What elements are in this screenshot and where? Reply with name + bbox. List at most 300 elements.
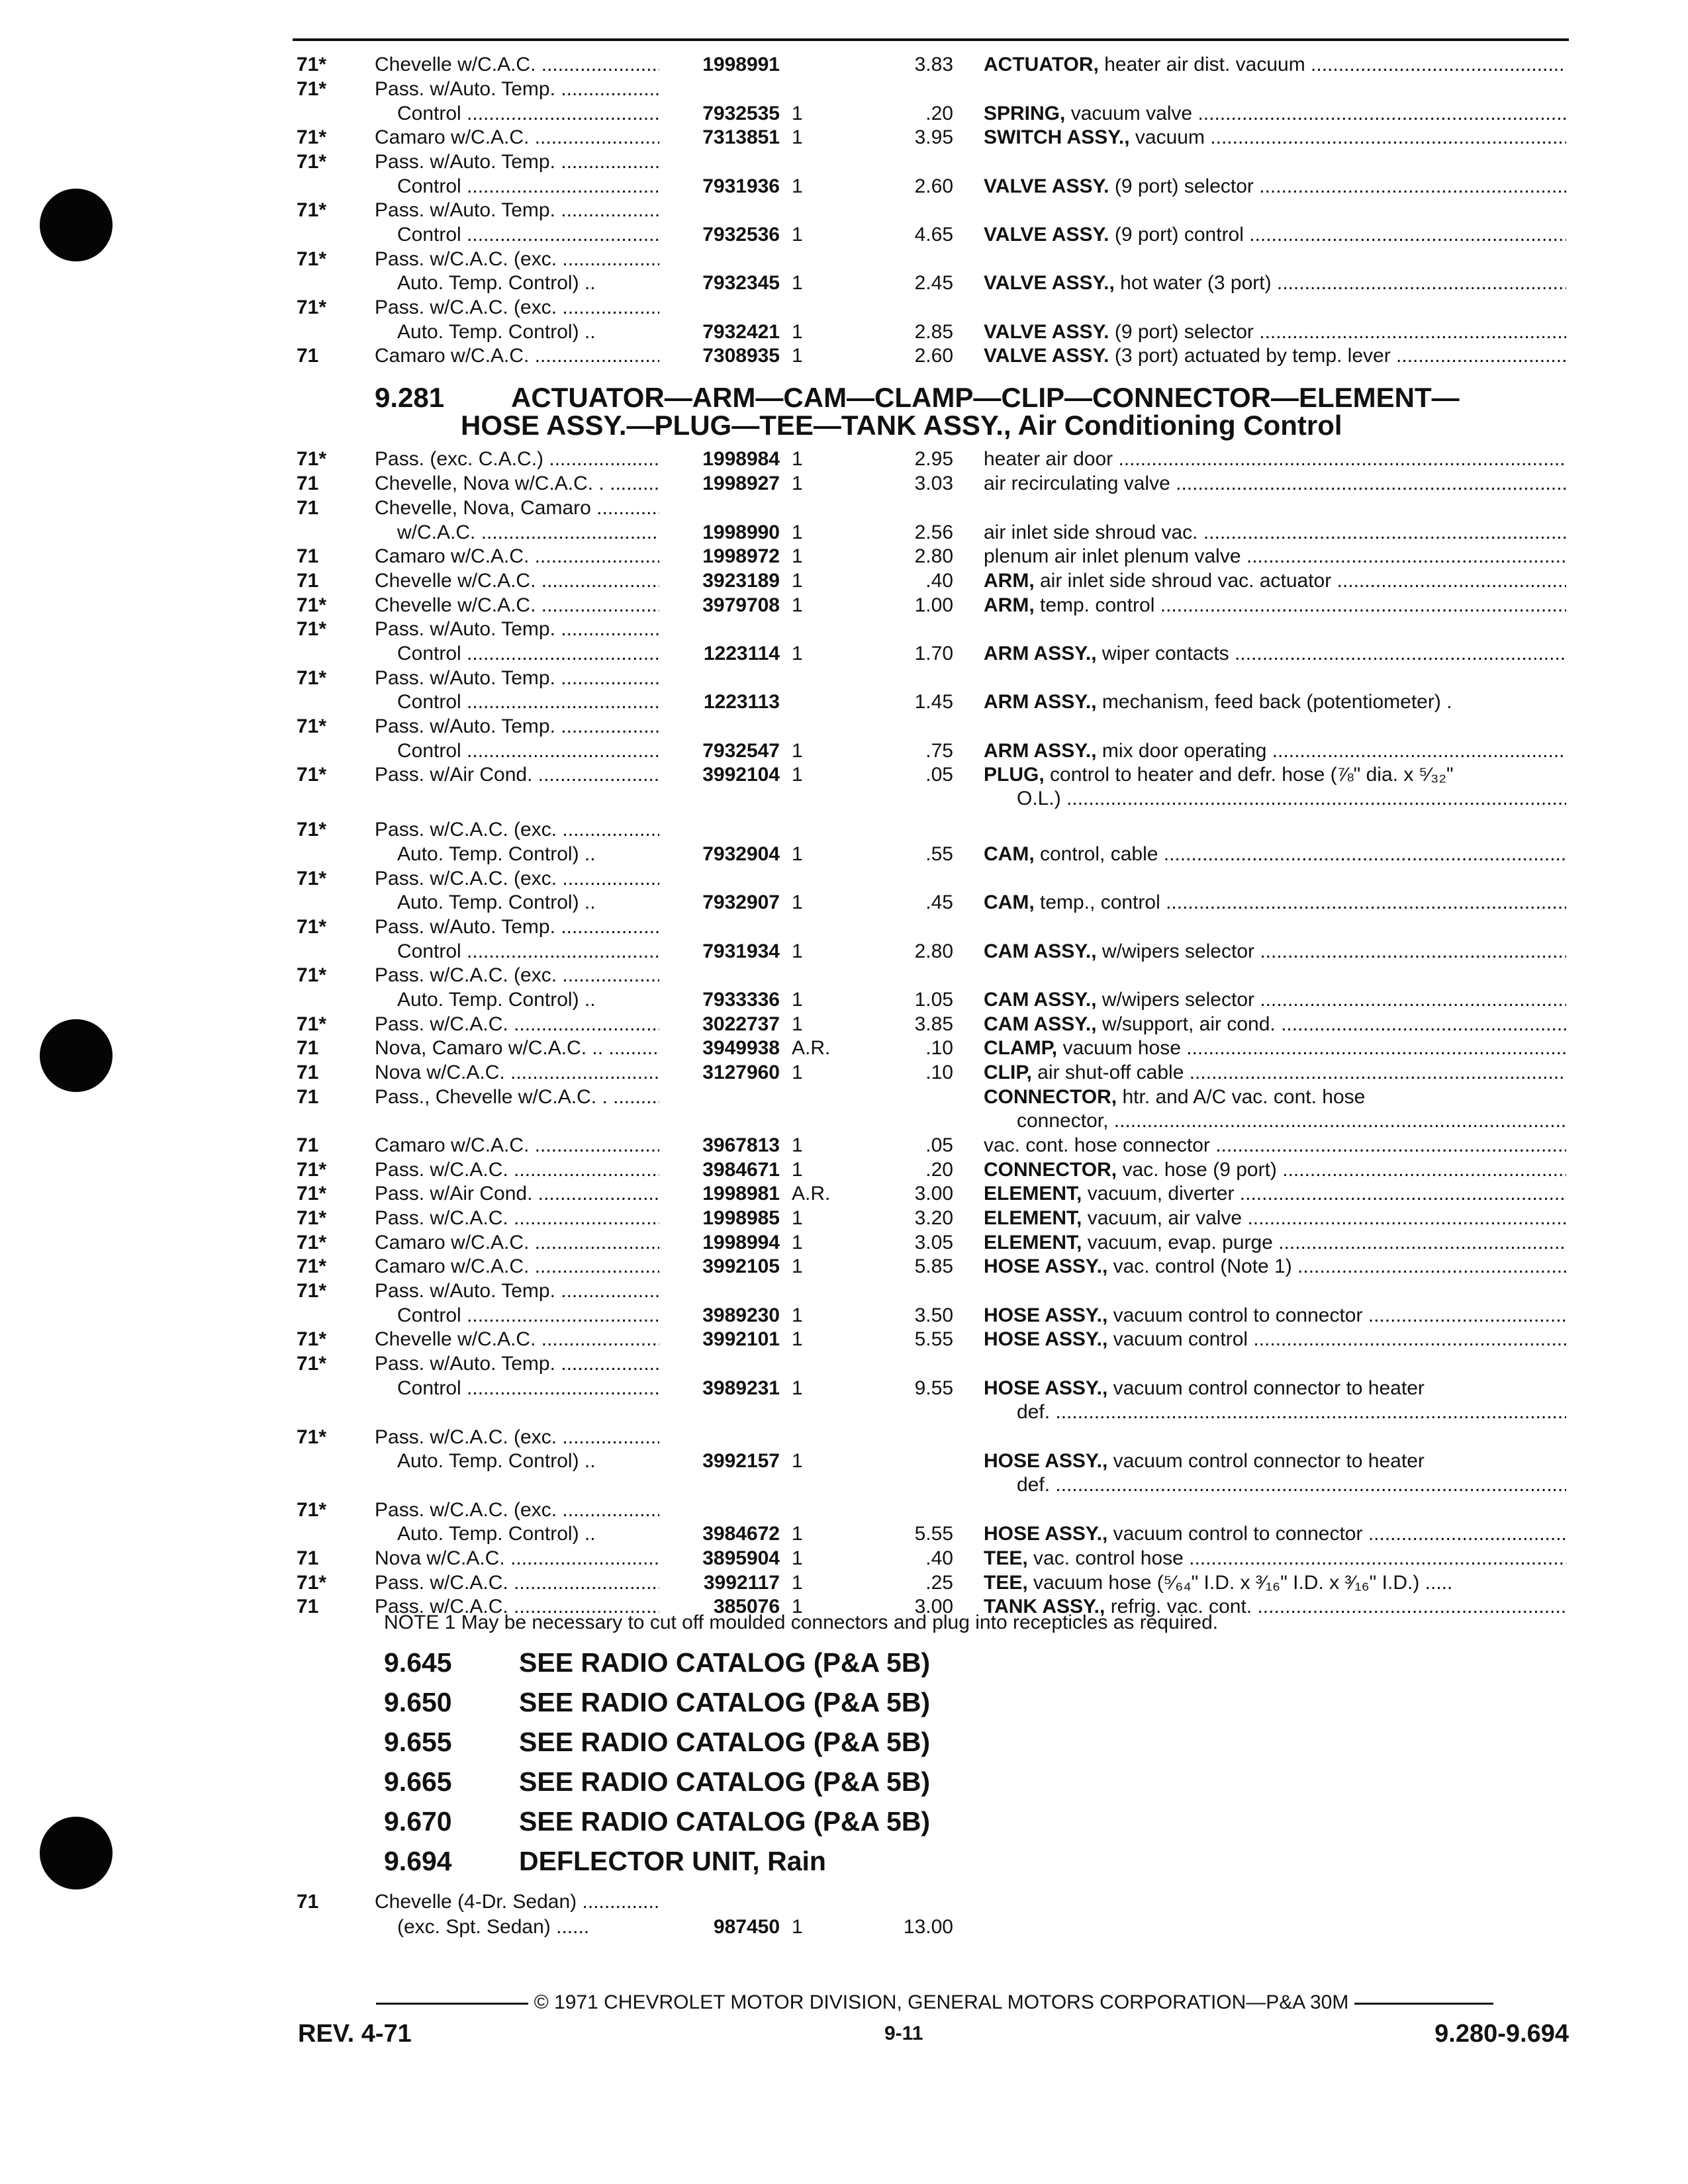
- group-title: SEE RADIO CATALOG (P&A 5B): [519, 1806, 931, 1837]
- model-year: 71: [297, 1037, 319, 1059]
- part-description-cont: O.L.) .....: [1017, 786, 1566, 812]
- part-description: [984, 446, 1566, 473]
- part-number: 3992157: [702, 1450, 780, 1472]
- application: Pass. w/C.A.C. .....: [375, 1205, 659, 1232]
- part-detail: temp. control: [1034, 594, 1155, 616]
- application: Chevelle, Nova w/C.A.C. . .....: [375, 471, 659, 497]
- part-number: 7931934: [702, 940, 780, 962]
- part-number: 3984671: [702, 1159, 780, 1181]
- part-number: 3022737: [702, 1013, 780, 1035]
- part-name: SPRING,: [984, 103, 1066, 124]
- list-price: 3.83: [914, 54, 953, 75]
- list-price: 2.45: [914, 272, 953, 294]
- list-price: 9.55: [914, 1377, 953, 1399]
- part-description: [984, 1302, 1566, 1329]
- quantity: 1: [792, 891, 803, 913]
- part-number: 3979708: [702, 594, 780, 616]
- part-row: [0, 689, 1688, 715]
- application: Camaro w/C.A.C. .....: [375, 543, 659, 570]
- application-cont: Control .....: [397, 938, 659, 965]
- application: Pass. w/C.A.C. (exc. .....: [375, 817, 659, 843]
- part-name: CONNECTOR,: [984, 1159, 1117, 1181]
- part-name: SWITCH ASSY.,: [984, 126, 1130, 148]
- quantity: 1: [792, 1916, 803, 1938]
- quantity: A.R.: [792, 1183, 831, 1205]
- footer-copyright: [298, 1989, 1571, 2016]
- part-row: [0, 962, 1688, 989]
- application: Chevelle w/C.A.C. .....: [375, 1326, 659, 1353]
- list-price: .20: [925, 1159, 953, 1181]
- list-price: 1.70: [914, 643, 953, 664]
- part-detail: vacuum hose (⁵⁄₆₄" I.D. x ³⁄₁₆" I.D. x ³⁄₁₆" I.D.) .....: [1027, 1572, 1453, 1594]
- model-year: 71*: [297, 667, 327, 689]
- list-price: 2.60: [914, 175, 953, 197]
- quantity: 1: [792, 940, 803, 962]
- part-name: HOSE ASSY.,: [984, 1377, 1108, 1399]
- part-row: [0, 1157, 1688, 1183]
- part-name: TEE,: [984, 1547, 1028, 1569]
- application: Chevelle, Nova, Camaro .....: [375, 495, 659, 522]
- model-year: 71*: [297, 296, 327, 318]
- part-name: CAM ASSY.,: [984, 1013, 1097, 1035]
- part-row: [0, 1399, 1688, 1426]
- model-year: 71: [297, 1086, 319, 1108]
- footer-copyright-text: © 1971 CHEVROLET MOTOR DIVISION, GENERAL MOTORS CORPORATION—P&A 30M: [534, 1991, 1349, 2013]
- footer-rule-right: [1354, 2003, 1493, 2005]
- part-detail: mechanism, feed back (potentiometer) .: [1096, 691, 1452, 713]
- part-detail: vacuum control: [1107, 1328, 1248, 1350]
- model-year: 71*: [297, 594, 327, 616]
- application: Chevelle w/C.A.C. .....: [375, 592, 659, 619]
- part-row: [0, 889, 1688, 916]
- part-row: [0, 76, 1688, 103]
- model-year: 71: [297, 497, 319, 519]
- model-year: 71*: [297, 964, 327, 986]
- part-description: [984, 1011, 1566, 1038]
- part-row: [0, 1497, 1688, 1524]
- part-number: 1998984: [702, 448, 780, 470]
- part-detail: air inlet side shroud vac. actuator: [1034, 570, 1332, 592]
- model-year: 71*: [297, 1499, 327, 1521]
- list-price: .75: [925, 740, 953, 762]
- part-name: VALVE ASSY.: [984, 345, 1109, 367]
- part-name: ELEMENT,: [984, 1232, 1082, 1253]
- group-number: 9.694: [384, 1846, 452, 1876]
- list-price: 5.55: [914, 1523, 953, 1545]
- list-price: 2.95: [914, 448, 953, 470]
- part-number: 7308935: [702, 345, 780, 367]
- part-row: [0, 1205, 1688, 1232]
- application: Pass. w/C.A.C. (exc. .....: [375, 295, 659, 321]
- part-description: [984, 1521, 1566, 1547]
- quantity: 1: [792, 843, 803, 865]
- part-detail: vacuum control to connector: [1107, 1304, 1363, 1326]
- model-year: 71*: [297, 1280, 327, 1302]
- part-row: [0, 568, 1688, 594]
- part-detail: (9 port) selector: [1109, 175, 1254, 197]
- model-year: 71*: [297, 1353, 327, 1375]
- part-number: 7933336: [702, 989, 780, 1011]
- part-row: [0, 1084, 1688, 1111]
- quantity: 1: [792, 448, 803, 470]
- part-description: [984, 592, 1566, 619]
- part-name: VALVE ASSY.: [984, 224, 1109, 246]
- part-description: [984, 1035, 1566, 1062]
- part-number: 3992117: [703, 1572, 780, 1594]
- part-row: [0, 866, 1688, 892]
- application: Pass. w/C.A.C. (exc. .....: [375, 1497, 659, 1524]
- part-name: ACTUATOR,: [984, 54, 1099, 75]
- quantity: 1: [792, 1328, 803, 1350]
- model-year: 71*: [297, 868, 327, 889]
- list-price: 3.03: [914, 473, 953, 494]
- part-number: 7931936: [702, 175, 780, 197]
- section-range: 9.280-9.694: [1434, 2020, 1569, 2048]
- part-row: [0, 1521, 1688, 1547]
- part-detail: vac. control hose: [1027, 1547, 1184, 1569]
- part-name: VALVE ASSY.,: [984, 272, 1115, 294]
- part-description-cont: def. .....: [1017, 1472, 1566, 1498]
- quantity: 1: [792, 1013, 803, 1035]
- part-row: [0, 1035, 1688, 1062]
- application: Pass. w/C.A.C. .....: [375, 1011, 659, 1038]
- part-description: [984, 889, 1566, 916]
- list-price: 3.85: [914, 1013, 953, 1035]
- part-number: 3895904: [702, 1547, 780, 1569]
- model-year: 71*: [297, 1426, 327, 1448]
- list-price: .25: [925, 1572, 953, 1594]
- application: Chevelle w/C.A.C. .....: [375, 568, 659, 594]
- part-row: [0, 1302, 1688, 1329]
- part-name: ARM,: [984, 570, 1035, 592]
- application-cont: Control .....: [397, 738, 659, 764]
- list-price: .45: [925, 891, 953, 913]
- application-cont: Auto. Temp. Control) ..: [397, 321, 596, 343]
- part-detail: w/wipers selector: [1096, 940, 1254, 962]
- part-row: [0, 520, 1688, 546]
- part-description: [984, 124, 1566, 151]
- model-year: 71*: [297, 199, 327, 221]
- application: Chevelle w/C.A.C. .....: [375, 52, 659, 78]
- part-detail: vacuum valve: [1065, 103, 1193, 124]
- part-detail: w/support, air cond.: [1096, 1013, 1276, 1035]
- group-title: DEFLECTOR UNIT, Rain: [519, 1846, 826, 1876]
- quantity: 1: [792, 1207, 803, 1229]
- application-cont: w/C.A.C. .....: [397, 520, 659, 546]
- model-year: 71: [297, 1547, 319, 1569]
- part-description: [984, 641, 1566, 667]
- part-detail: control, cable: [1034, 843, 1158, 865]
- list-price: 3.00: [914, 1183, 953, 1205]
- application: Pass. w/C.A.C. (exc. .....: [375, 962, 659, 989]
- part-number: 7932345: [702, 272, 780, 294]
- footer-rule-left: [376, 2003, 528, 2005]
- model-year: 71*: [297, 1013, 327, 1035]
- model-year: 71*: [297, 1572, 327, 1594]
- part-detail: vacuum, evap. purge: [1082, 1232, 1273, 1253]
- part-number: 7932536: [702, 224, 780, 246]
- application: Pass. w/Auto. Temp. .....: [375, 1351, 659, 1377]
- quantity: 1: [792, 1547, 803, 1569]
- part-name: PLUG,: [984, 764, 1045, 786]
- application-cont: (exc. Spt. Sedan) ......: [397, 1916, 590, 1938]
- part-row: [0, 343, 1688, 369]
- section-number: 9.281: [375, 382, 445, 413]
- list-price: 3.95: [914, 126, 953, 148]
- application: Nova, Camaro w/C.A.C. .. .....: [375, 1035, 659, 1062]
- group-number: 9.665: [384, 1766, 452, 1797]
- model-year: 71*: [297, 448, 327, 470]
- model-year: 71: [297, 1596, 319, 1617]
- part-row: [0, 270, 1688, 296]
- part-row: [0, 197, 1688, 224]
- list-price: 2.85: [914, 321, 953, 343]
- part-row: [0, 543, 1688, 570]
- application-cont: Auto. Temp. Control) ..: [397, 1450, 596, 1472]
- part-detail: vacuum control connector to heater: [1107, 1450, 1425, 1472]
- section-title-line1: ACTUATOR—ARM—CAM—CLAMP—CLIP—CONNECTOR—ELEMENT—: [511, 382, 1460, 413]
- part-row: [0, 1545, 1688, 1572]
- model-year: 71*: [297, 715, 327, 737]
- application: Camaro w/C.A.C. .....: [375, 1132, 659, 1159]
- binder-hole: [40, 1817, 113, 1889]
- list-price: 2.80: [914, 545, 953, 567]
- application: Pass. w/C.A.C. .....: [375, 1157, 659, 1183]
- part-description: [984, 471, 1566, 497]
- part-row: [0, 1375, 1688, 1402]
- application: Camaro w/C.A.C. .....: [375, 1253, 659, 1280]
- part-row: [0, 124, 1688, 151]
- part-detail: hot water (3 port): [1114, 272, 1272, 294]
- part-detail: vacuum, air valve: [1082, 1207, 1243, 1229]
- part-number: 1998972: [702, 545, 780, 567]
- application-cont: Auto. Temp. Control) ..: [397, 1523, 596, 1545]
- part-description: [984, 343, 1566, 369]
- application: Camaro w/C.A.C. .....: [375, 343, 659, 369]
- part-detail: air inlet side shroud vac.: [984, 522, 1198, 543]
- part-description: [984, 1448, 1566, 1475]
- quantity: 1: [792, 224, 803, 246]
- part-row: [0, 938, 1688, 965]
- part-number: 7313851: [702, 126, 780, 148]
- model-year: 71*: [297, 78, 327, 100]
- quantity: 1: [792, 1232, 803, 1253]
- part-name: ARM ASSY.,: [984, 740, 1097, 762]
- part-name: CAM,: [984, 891, 1035, 913]
- part-description: [984, 1132, 1566, 1159]
- part-name: TANK ASSY.,: [984, 1596, 1105, 1617]
- model-year: 71*: [297, 916, 327, 938]
- part-description: [984, 520, 1566, 546]
- list-price: 3.00: [914, 1596, 953, 1617]
- quantity: 1: [792, 1255, 803, 1277]
- list-price: 1.05: [914, 989, 953, 1011]
- part-description: [984, 1060, 1566, 1086]
- part-row: [0, 446, 1688, 473]
- application-cont: Control .....: [397, 173, 659, 200]
- part-description: [984, 270, 1566, 296]
- model-year: 71*: [297, 1183, 327, 1205]
- application: Pass. w/Auto. Temp. .....: [375, 914, 659, 940]
- application-cont: Auto. Temp. Control) ..: [397, 843, 596, 865]
- part-detail: temp., control: [1034, 891, 1160, 913]
- part-name: CAM ASSY.,: [984, 940, 1097, 962]
- quantity: 1: [792, 1572, 803, 1594]
- list-price: 5.55: [914, 1328, 953, 1350]
- part-detail: (3 port) actuated by temp. lever: [1109, 345, 1391, 367]
- part-row: [0, 987, 1688, 1013]
- model-year: 71*: [297, 1232, 327, 1253]
- part-number: 1998981: [702, 1183, 780, 1205]
- model-year: 71*: [297, 618, 327, 640]
- model-year: 71*: [297, 151, 327, 173]
- list-price: 3.05: [914, 1232, 953, 1253]
- quantity: 1: [792, 570, 803, 592]
- part-description: [984, 1230, 1566, 1256]
- part-name: HOSE ASSY.,: [984, 1304, 1108, 1326]
- part-description: [984, 543, 1566, 570]
- part-name: TEE,: [984, 1572, 1028, 1594]
- part-description: [984, 1253, 1566, 1280]
- model-year: 71*: [297, 1328, 327, 1350]
- part-row: [0, 149, 1688, 175]
- model-year: 71: [297, 1134, 319, 1156]
- part-detail: vac. hose (9 port): [1117, 1159, 1277, 1181]
- part-name: VALVE ASSY.: [984, 175, 1109, 197]
- part-detail: vac. cont. hose connector: [984, 1134, 1210, 1156]
- part-number: 1998990: [702, 522, 780, 543]
- list-price: .40: [925, 570, 953, 592]
- application: Pass. w/Air Cond. .....: [375, 1181, 659, 1207]
- part-number: 7932907: [702, 891, 780, 913]
- part-row: [0, 641, 1688, 667]
- part-detail: (9 port) selector: [1109, 321, 1254, 343]
- list-price: 3.50: [914, 1304, 953, 1326]
- part-row: [0, 1424, 1688, 1451]
- part-detail: vacuum, diverter: [1082, 1183, 1235, 1205]
- part-row: [0, 1448, 1688, 1475]
- part-number: 385076: [713, 1596, 780, 1617]
- application: Pass. w/Auto. Temp. .....: [375, 713, 659, 740]
- model-year: 71*: [297, 1159, 327, 1181]
- part-name: ELEMENT,: [984, 1183, 1082, 1205]
- list-price: 1.00: [914, 594, 953, 616]
- part-name: HOSE ASSY.,: [984, 1523, 1108, 1545]
- group-number: 9.655: [384, 1727, 452, 1757]
- part-row: [0, 713, 1688, 740]
- part-row: [0, 1326, 1688, 1353]
- part-description: [984, 738, 1566, 764]
- application: Camaro w/C.A.C. .....: [375, 124, 659, 151]
- part-detail: vacuum hose: [1057, 1037, 1181, 1059]
- group-number: 9.650: [384, 1687, 452, 1717]
- list-price: .10: [925, 1037, 953, 1059]
- part-row: [0, 1570, 1688, 1596]
- application-cont: Control .....: [397, 1302, 659, 1329]
- application: Nova w/C.A.C. .....: [375, 1060, 659, 1086]
- part-detail: (9 port) control: [1109, 224, 1244, 246]
- part-description: [984, 101, 1566, 127]
- part-description-cont: def. .....: [1017, 1399, 1566, 1426]
- part-row: [0, 295, 1688, 321]
- part-row: [0, 1108, 1688, 1134]
- part-number: 3989231: [702, 1377, 780, 1399]
- model-year: 71: [297, 473, 319, 494]
- part-name: HOSE ASSY.,: [984, 1450, 1108, 1472]
- part-row: [0, 1230, 1688, 1256]
- part-row: [0, 1351, 1688, 1377]
- part-detail: mix door operating: [1096, 740, 1267, 762]
- part-detail: vacuum control to connector: [1107, 1523, 1363, 1545]
- part-detail: air recirculating valve: [984, 473, 1170, 494]
- application: Pass. w/C.A.C. (exc. .....: [375, 246, 659, 273]
- part-detail: heater air dist. vacuum: [1098, 54, 1305, 75]
- model-year: 71: [297, 545, 319, 567]
- part-row: [0, 1132, 1688, 1159]
- part-number: 7932421: [702, 321, 780, 343]
- part-description: [984, 222, 1566, 248]
- application: Nova w/C.A.C. .....: [375, 1545, 659, 1572]
- part-detail: htr. and A/C vac. cont. hose: [1117, 1086, 1366, 1108]
- list-price: 5.85: [914, 1255, 953, 1277]
- quantity: 1: [792, 272, 803, 294]
- part-row: [0, 471, 1688, 497]
- group-title: SEE RADIO CATALOG (P&A 5B): [519, 1687, 931, 1717]
- model-year: 71*: [297, 819, 327, 841]
- list-price: 13.00: [903, 1916, 953, 1938]
- model-year: 71*: [297, 54, 327, 75]
- application-cont: Control .....: [397, 689, 659, 715]
- part-number: 3992104: [702, 764, 780, 786]
- list-price: .10: [925, 1062, 953, 1083]
- list-price: 4.65: [914, 224, 953, 246]
- application: Pass. w/Air Cond. .....: [375, 762, 659, 788]
- quantity: 1: [792, 643, 803, 664]
- part-description: [984, 762, 1566, 788]
- part-name: CLAMP,: [984, 1037, 1058, 1059]
- part-detail: vac. control (Note 1): [1107, 1255, 1292, 1277]
- part-number: 3992105: [702, 1255, 780, 1277]
- part-description: [984, 1181, 1566, 1207]
- part-description: [984, 689, 1566, 715]
- list-price: .20: [925, 103, 953, 124]
- group-title: SEE RADIO CATALOG (P&A 5B): [519, 1647, 931, 1678]
- quantity: 1: [792, 1523, 803, 1545]
- quantity: 1: [792, 473, 803, 494]
- group-number: 9.670: [384, 1806, 452, 1837]
- application: Pass. w/Auto. Temp. .....: [375, 76, 659, 103]
- part-number: 3992101: [702, 1328, 780, 1350]
- part-description: [984, 1570, 1566, 1596]
- part-description: [984, 1326, 1566, 1353]
- quantity: 1: [792, 740, 803, 762]
- model-year: 71*: [297, 1207, 327, 1229]
- part-row: [0, 246, 1688, 273]
- group-title: SEE RADIO CATALOG (P&A 5B): [519, 1766, 931, 1797]
- part-row: [0, 1914, 1688, 1940]
- model-year: 71*: [297, 764, 327, 786]
- part-name: ARM,: [984, 594, 1035, 616]
- part-row: [0, 1060, 1688, 1086]
- quantity: 1: [792, 345, 803, 367]
- quantity: 1: [792, 1062, 803, 1083]
- application: Pass. w/Auto. Temp. .....: [375, 616, 659, 643]
- application-cont: Auto. Temp. Control) ..: [397, 272, 596, 294]
- page-number: 9-11: [884, 2023, 923, 2044]
- part-description: [984, 319, 1566, 345]
- part-description: [984, 568, 1566, 594]
- part-number: 987450: [713, 1916, 780, 1938]
